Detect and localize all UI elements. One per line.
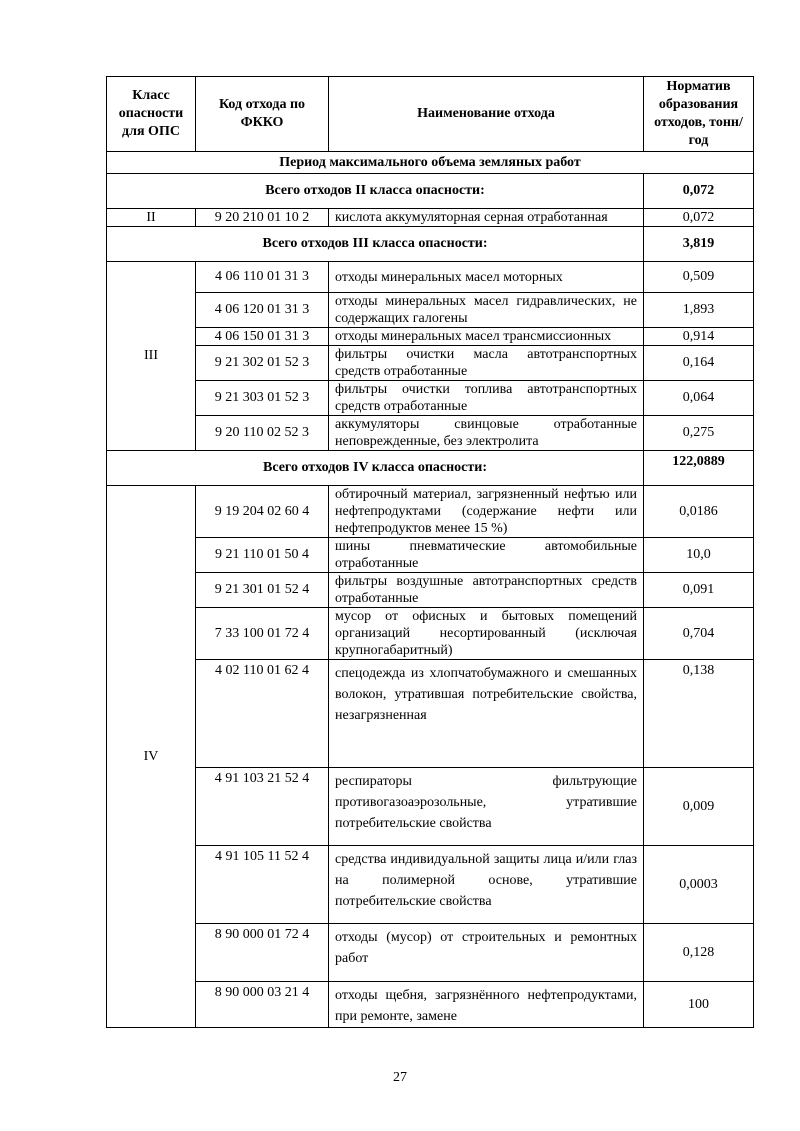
waste-norm: 0,128 bbox=[644, 924, 754, 982]
table-row bbox=[107, 346, 754, 381]
table-row bbox=[107, 538, 754, 573]
waste-name: фильтры очистки топлива автотранспортных средств отработанные bbox=[329, 381, 644, 416]
waste-name: отходы (мусор) от строительных и ремонтных работ bbox=[329, 924, 644, 982]
waste-norm: 0,164 bbox=[644, 346, 754, 381]
table-row bbox=[107, 660, 754, 768]
waste-name: отходы щебня, загрязнённого нефтепродуктами, при ремонте, замене bbox=[329, 982, 644, 1028]
waste-name: отходы минеральных масел моторных bbox=[329, 262, 644, 293]
page-number: 27 bbox=[393, 1070, 407, 1085]
hazard-class-cell: III bbox=[107, 262, 196, 451]
total-row-class-3 bbox=[107, 227, 754, 262]
total-label-class-2: Всего отходов II класса опасности: bbox=[107, 174, 644, 209]
waste-name: спецодежда из хлопчатобумажного и смешанных волокон, утратившая потребительские свойства, незагрязненная bbox=[329, 660, 644, 768]
table-row bbox=[107, 924, 754, 982]
waste-code: 8 90 000 03 21 4 bbox=[196, 982, 329, 1028]
table-row bbox=[107, 982, 754, 1028]
waste-norm: 0,275 bbox=[644, 416, 754, 451]
waste-code: 4 06 150 01 31 3 bbox=[196, 328, 329, 346]
waste-code: 4 91 103 21 52 4 bbox=[196, 768, 329, 846]
waste-code: 4 02 110 01 62 4 bbox=[196, 660, 329, 768]
waste-code: 9 21 110 01 50 4 bbox=[196, 538, 329, 573]
header-name: Наименование отхода bbox=[329, 77, 644, 152]
header-norm: Норматив образования отходов, тонн/год bbox=[644, 77, 754, 152]
table-row bbox=[107, 209, 754, 227]
total-value-class-4: 122,0889 bbox=[644, 451, 754, 486]
waste-name: респираторы фильтрующие противогазоаэрозольные, утратившие потребительские свойства bbox=[329, 768, 644, 846]
waste-name: отходы минеральных масел гидравлических, не содержащих галогены bbox=[329, 293, 644, 328]
waste-name: средства индивидуальной защиты лица и/или глаз на полимерной основе, утратившие потребительские свойства bbox=[329, 846, 644, 924]
waste-norm: 0,072 bbox=[644, 209, 754, 227]
waste-code: 4 91 105 11 52 4 bbox=[196, 846, 329, 924]
waste-code: 9 21 302 01 52 3 bbox=[196, 346, 329, 381]
waste-norm: 0,064 bbox=[644, 381, 754, 416]
waste-norm: 0,704 bbox=[644, 608, 754, 660]
waste-norm: 0,009 bbox=[644, 768, 754, 846]
table-row bbox=[107, 293, 754, 328]
total-label-class-3: Всего отходов III класса опасности: bbox=[107, 227, 644, 262]
waste-norm: 0,0003 bbox=[644, 846, 754, 924]
table-row bbox=[107, 416, 754, 451]
waste-norm: 10,0 bbox=[644, 538, 754, 573]
waste-name: аккумуляторы свинцовые отработанные неповрежденные, без электролита bbox=[329, 416, 644, 451]
waste-norm: 0,509 bbox=[644, 262, 754, 293]
header-row bbox=[107, 77, 754, 152]
waste-norm: 0,914 bbox=[644, 328, 754, 346]
waste-code: 4 06 110 01 31 3 bbox=[196, 262, 329, 293]
total-value-class-2: 0,072 bbox=[644, 174, 754, 209]
waste-code: 9 21 303 01 52 3 bbox=[196, 381, 329, 416]
table-row bbox=[107, 846, 754, 924]
waste-name: фильтры очистки масла автотранспортных средств отработанные bbox=[329, 346, 644, 381]
waste-name: отходы минеральных масел трансмиссионных bbox=[329, 328, 644, 346]
total-row-class-2 bbox=[107, 174, 754, 209]
waste-norm: 0,138 bbox=[644, 660, 754, 768]
table-row bbox=[107, 262, 754, 293]
table-row bbox=[107, 573, 754, 608]
hazard-class-cell: II bbox=[107, 209, 196, 227]
table-row bbox=[107, 608, 754, 660]
table-row bbox=[107, 381, 754, 416]
period-row bbox=[107, 152, 754, 174]
waste-code: 9 21 301 01 52 4 bbox=[196, 573, 329, 608]
waste-name: фильтры воздушные автотранспортных средств отработанные bbox=[329, 573, 644, 608]
waste-name: обтирочный материал, загрязненный нефтью или нефтепродуктами (содержание нефти или нефтепродуктов менее 15 %) bbox=[329, 486, 644, 538]
header-code: Код отхода по ФККО bbox=[196, 77, 329, 152]
hazard-class-cell: IV bbox=[107, 486, 196, 1028]
waste-code: 4 06 120 01 31 3 bbox=[196, 293, 329, 328]
waste-name: мусор от офисных и бытовых помещений организаций несортированный (исключая крупногабаритный) bbox=[329, 608, 644, 660]
waste-name: кислота аккумуляторная серная отработанная bbox=[329, 209, 644, 227]
header-class: Класс опасности для ОПС bbox=[107, 77, 196, 152]
period-title: Период максимального объема земляных работ bbox=[107, 152, 754, 174]
total-value-class-3: 3,819 bbox=[644, 227, 754, 262]
waste-code: 8 90 000 01 72 4 bbox=[196, 924, 329, 982]
waste-norm: 0,091 bbox=[644, 573, 754, 608]
table-row bbox=[107, 768, 754, 846]
waste-norm: 1,893 bbox=[644, 293, 754, 328]
table-row bbox=[107, 328, 754, 346]
waste-code: 9 19 204 02 60 4 bbox=[196, 486, 329, 538]
waste-code: 9 20 110 02 52 3 bbox=[196, 416, 329, 451]
waste-name: шины пневматические автомобильные отработанные bbox=[329, 538, 644, 573]
waste-code: 9 20 210 01 10 2 bbox=[196, 209, 329, 227]
table-row bbox=[107, 486, 754, 538]
total-label-class-4: Всего отходов IV класса опасности: bbox=[107, 451, 644, 486]
waste-table bbox=[106, 76, 754, 1028]
waste-code: 7 33 100 01 72 4 bbox=[196, 608, 329, 660]
total-row-class-4 bbox=[107, 451, 754, 486]
waste-norm: 0,0186 bbox=[644, 486, 754, 538]
waste-norm: 100 bbox=[644, 982, 754, 1028]
